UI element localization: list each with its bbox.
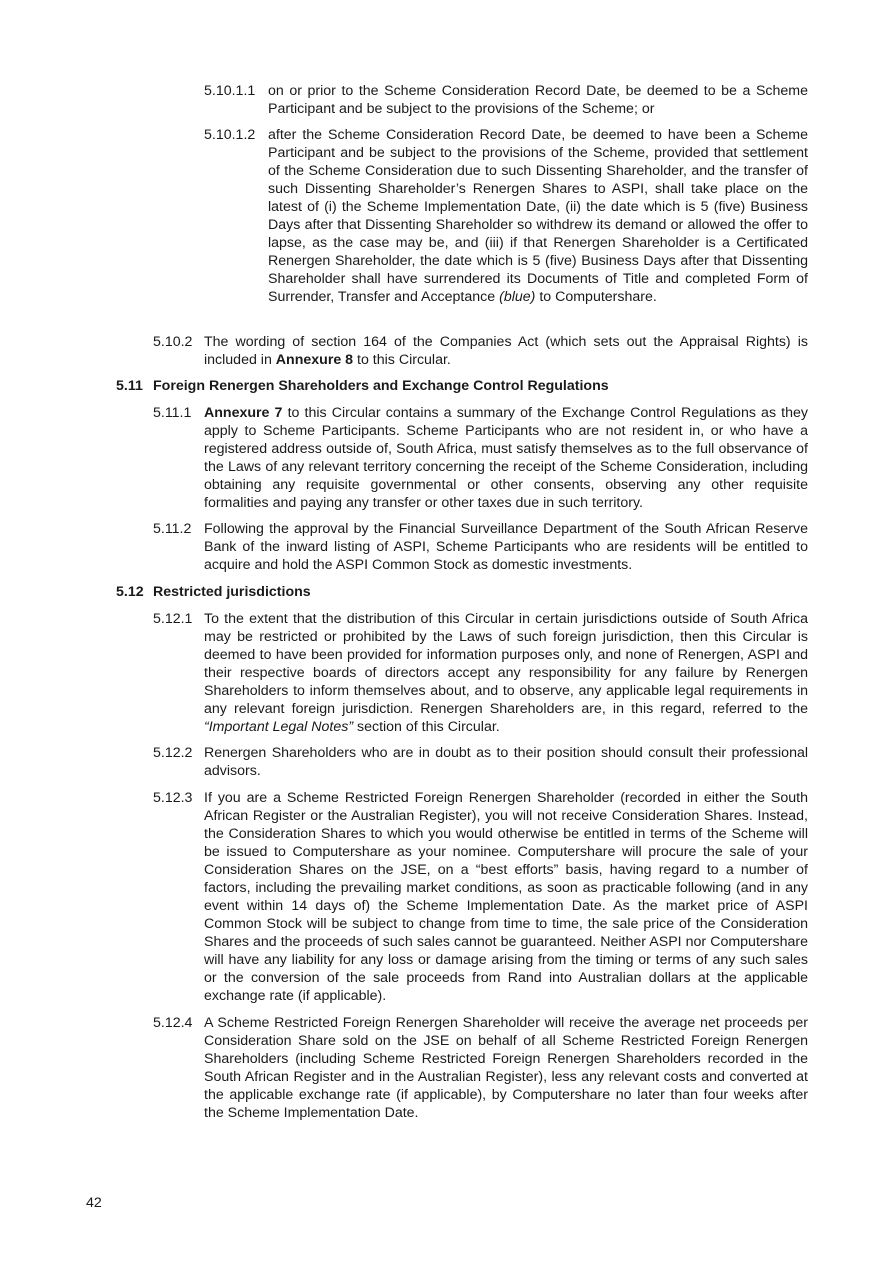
- page-number: 42: [86, 1195, 102, 1211]
- clause-number-5-11-2: 5.11.2: [153, 521, 192, 537]
- clause-number-5-12-2: 5.12.2: [153, 745, 193, 761]
- clause-5-10-2-end: to this Circular.: [357, 352, 451, 368]
- clause-number-5-10-1-1: 5.10.1.1: [204, 83, 256, 99]
- clause-5-12-4-text: A Scheme Restricted Foreign Renergen Shareholder will receive the average net proceeds per Consideration Share sold on the JSE on behalf of all Scheme Restricted Foreign Renergen Shareholders (including Scheme Restricted Foreign Renergen Shareholders recorded in the South African Register and in the Australian Register), less any relevant costs and converted at the applicable exchange rate (if applicable), by Computershare no later than four weeks after the Scheme Implementation Date.: [204, 1015, 808, 1121]
- clause-number-5-12-3: 5.12.3: [153, 790, 193, 806]
- clause-number-5-12-4: 5.12.4: [153, 1015, 193, 1031]
- clause-5-10-1-1-text: on or prior to the Scheme Consideration Record Date, be deemed to be a Scheme Participant and be subject to the provisions of the Scheme; or: [268, 83, 808, 117]
- clause-5-10-1-2-main: after the Scheme Consideration Record Date, be deemed to have been a Scheme Participant and be subject to the provisions of the Scheme, provided that settlement of the Scheme Consideration due to such Dissenting Shareholder, and the transfer of such Dissenting Shareholder’s Renergen Shares to ASPI, shall take place on the latest of (i) the Scheme Implementation Date, (ii) the date which is 5 (five) Business Days after that Dissenting Shareholder so withdrew its demand or allowed the offer to lapse, as the case may be, and (iii) if that Renergen Shareholder is a Certificated Renergen Shareholder, the date which is 5 (five) Business Days after that Dissenting Shareholder shall have surrendered its Documents of Title and completed Form of Surrender, Transfer and Acceptance: [268, 127, 808, 305]
- clause-number-5-12-1: 5.12.1: [153, 611, 193, 627]
- annexure-8-reference: Annexure 8: [275, 352, 354, 368]
- clause-5-12-3-text: If you are a Scheme Restricted Foreign Renergen Shareholder (recorded in either the South African Register or the Australian Register), you will not receive Consideration Shares. Instead, the Consideration Shares to which you would otherwise be entitled in terms of the Scheme will be issued to Computershare as your nominee. Computershare will procure the sale of your Consideration Shares on the JSE, on a “best efforts” basis, having regard to a number of factors, including the prevailing market conditions, as soon as practicable following (and in any event within 14 days of) the Scheme Implementation Date. As the market price of ASPI Common Stock will be subject to change from time to time, the sale price of the Consideration Shares and the proceeds of such sales cannot be guaranteed. Neither ASPI nor Computershare will have any liability for any loss or damage arising from the timing or terms of any such sales or the conversion of the sale proceeds from Rand into Australian dollars at the applicable exchange rate (if applicable).: [204, 790, 808, 1004]
- clause-5-11-1-text: [204, 404, 808, 512]
- clause-5-12-1-end: section of this Circular.: [357, 719, 500, 735]
- clause-5-12-1-text: [204, 610, 808, 736]
- clause-number-5-11-1: 5.11.1: [153, 405, 192, 421]
- section-number-5-12: 5.12: [116, 584, 144, 600]
- important-legal-notes-reference: “Important Legal Notes”: [204, 719, 354, 735]
- clause-5-10-1-2-text: [268, 126, 808, 306]
- section-title-5-11: Foreign Renergen Shareholders and Exchange Control Regulations: [153, 378, 609, 394]
- clause-5-10-2-text: [204, 333, 808, 369]
- section-number-5-11: 5.11: [116, 378, 143, 394]
- clause-number-5-10-1-2: 5.10.1.2: [204, 127, 256, 143]
- clause-5-10-1-2-end: to Computershare.: [539, 289, 657, 305]
- clause-5-12-2-text: Renergen Shareholders who are in doubt as to their position should consult their professional advisors.: [204, 745, 808, 779]
- clause-5-10-1-2-italic: (blue): [499, 289, 536, 305]
- section-title-5-12: Restricted jurisdictions: [153, 584, 311, 600]
- clause-5-10-2-main: The wording of section 164 of the Companies Act (which sets out the Appraisal Rights) is included in: [204, 334, 808, 368]
- clause-5-11-2-text: Following the approval by the Financial Surveillance Department of the South African Reserve Bank of the inward listing of ASPI, Scheme Participants who are residents will be entitled to acquire and hold the ASPI Common Stock as domestic investments.: [204, 521, 808, 573]
- clause-5-12-1-main: To the extent that the distribution of this Circular in certain jurisdictions outside of South Africa may be restricted or prohibited by the Laws of such foreign jurisdiction, then this Circular is deemed to have been provided for information purposes only, and none of Renergen, ASPI and their respective boards of directors accept any responsibility for any failure by Renergen Shareholders to inform themselves about, and to observe, any applicable legal requirements in any relevant foreign jurisdiction. Renergen Shareholders are, in this regard, referred to the: [204, 611, 808, 717]
- clause-number-5-10-2: 5.10.2: [153, 334, 193, 350]
- annexure-7-reference: Annexure 7: [204, 405, 283, 421]
- clause-5-11-1-main: to this Circular contains a summary of the Exchange Control Regulations as they apply to Scheme Participants. Scheme Participants who are not resident in, or who have a registered address outside of, South Africa, must satisfy themselves as to the full observance of the Laws of any relevant territory concerning the receipt of the Scheme Consideration, including obtaining any requisite governmental or other consents, observing any other requisite formalities and paying any transfer or other taxes due in such territory.: [204, 405, 808, 511]
